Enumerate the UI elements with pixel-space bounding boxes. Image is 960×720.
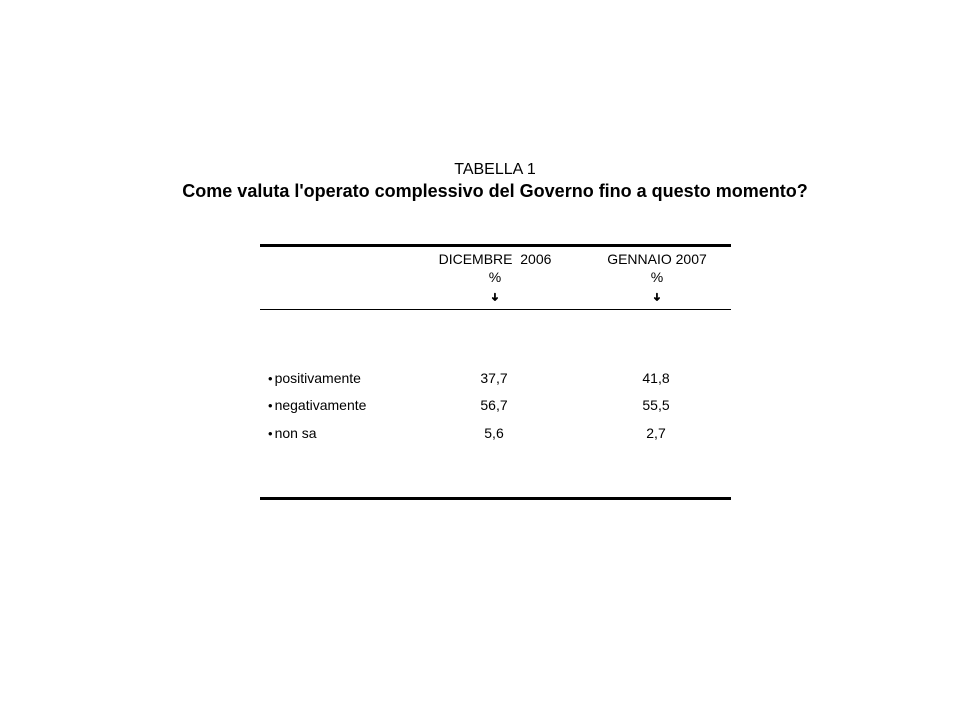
column-name: GENNAIO 2007 <box>607 251 707 267</box>
row-label: non sa <box>274 425 317 441</box>
bullet-dot-icon: • <box>268 426 273 441</box>
cell-december-2006: 37,7 <box>480 370 508 386</box>
down-arrow-icon: ➜ <box>651 292 663 302</box>
column-unit: % <box>650 269 664 285</box>
column-unit: % <box>488 269 502 285</box>
cell-december-2006: 56,7 <box>480 397 508 413</box>
cell-january-2007: 2,7 <box>646 425 666 441</box>
column-header-january-2007 <box>582 250 732 304</box>
header-separator-rule <box>260 309 731 310</box>
cell-january-2007: 41,8 <box>642 370 670 386</box>
table-label: TABELLA 1 <box>454 161 536 178</box>
table-top-rule <box>260 244 731 247</box>
column-name: DICEMBRE 2006 <box>438 251 552 267</box>
table-bottom-rule <box>260 497 731 500</box>
row-label: positivamente <box>274 370 361 386</box>
column-header-december-2006 <box>420 250 570 304</box>
down-arrow-icon: ➜ <box>489 292 501 302</box>
cell-january-2007: 55,5 <box>642 397 670 413</box>
cell-december-2006: 5,6 <box>484 425 504 441</box>
row-label: negativamente <box>274 397 367 413</box>
table-title: Come valuta l'operato complessivo del Governo fino a questo momento? <box>182 181 808 201</box>
bullet-dot-icon: • <box>268 371 273 386</box>
bullet-dot-icon: • <box>268 398 273 413</box>
